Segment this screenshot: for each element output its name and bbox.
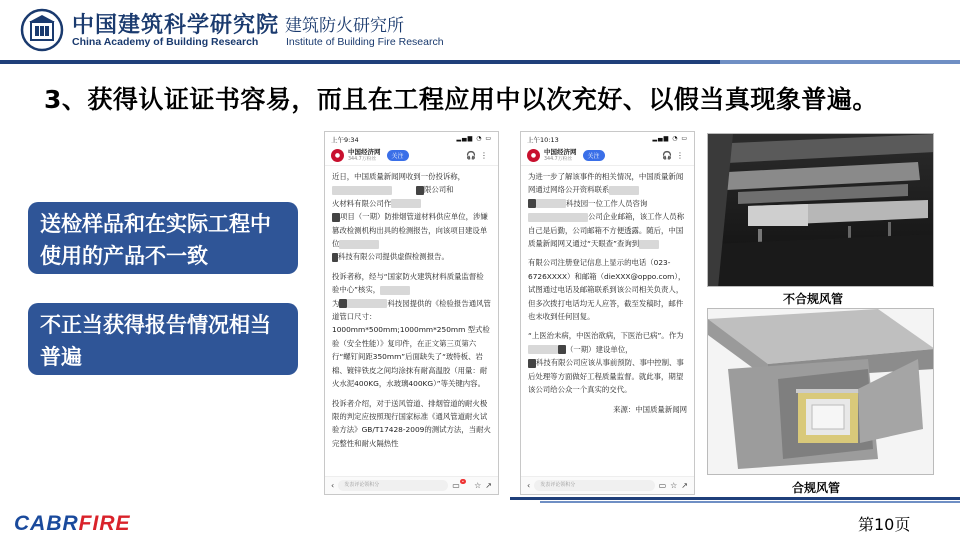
share-icon[interactable]: ↗ [681, 481, 688, 490]
compliant-caption: 合规风管 [792, 481, 841, 495]
article-paragraph: “上医治未病，中医治欲病，下医治已病”。作为（一期）建设单位， 科技有限公司应该从事前预防、事中控制、事后处理等方面做好工程质量监督。就此事，期望该公司给公众一个真实的交代。 [528, 331, 684, 395]
source-name: 中国经济网 344.7万粉丝 [348, 147, 381, 162]
institute-name-cn: 建筑防火研究所 [285, 16, 404, 36]
page-number: 第10页 [858, 515, 911, 534]
back-icon[interactable]: ‹ [527, 481, 531, 490]
phone-screenshot-2 [520, 131, 695, 495]
follow-button[interactable]: 关注 [583, 150, 605, 161]
status-icons: ▂▄▆ ◔ ▭ [456, 135, 492, 142]
headphone-more-icons[interactable]: 🎧⋮ [466, 151, 492, 160]
article-paragraph: 火材料有限公司作 [332, 197, 491, 210]
header-divider [0, 60, 960, 64]
article-paragraph: 投诉者称，经与“国家防火建筑材料质量监督检验中心”核实， 为 科技园提供的《检验报告通风管道管口尺寸：1000mm*500mm;1000mm*250mm 型式检验（安全性能）》复印件，在正文第三页第六行“螺钉间距350mm”后面缺失了“玻特板、岩棉、镀锌铁皮之间均涂抹有耐高温胶（用量：耐火水泥400KG，水玻璃400KG）”等关键内容。 [332, 271, 491, 389]
comment-badge: • [461, 479, 465, 484]
status-time: 上午10:13 [527, 136, 559, 144]
cabrfire-logo: CABRFIRE [14, 512, 131, 535]
slide-title: 3、获得认证证书容易，而且在工程应用中以次充好、以假当真现象普遍。 [44, 85, 878, 114]
status-time: 上午9:34 [331, 136, 359, 144]
comment-bar [521, 476, 694, 494]
article-body [521, 166, 694, 426]
footer-divider [510, 497, 960, 500]
star-icon[interactable]: ☆ [670, 481, 678, 490]
institute-name-en: Institute of Building Fire Research [286, 36, 444, 48]
headphone-more-icons[interactable]: 🎧⋮ [662, 151, 688, 160]
noncompliant-duct-photo [707, 133, 934, 287]
cabr-emblem-icon [20, 8, 64, 52]
article-header [325, 146, 498, 166]
status-bar [325, 132, 498, 146]
comment-input[interactable]: 发表评论领积分 [534, 480, 654, 491]
comment-icon[interactable]: ▭ [452, 481, 460, 490]
phone-screenshot-1 [324, 131, 499, 495]
status-icons: ▂▄▆ ◔ ▭ [652, 135, 688, 142]
article-paragraph: 投诉者介绍，对于送风管道、排烟管道的耐火极限的判定应按照现行国家标准《通风管道耐火试验方法》GB/T17428-2009的测试方法，当耐火完整性和耐火隔热性 [332, 398, 491, 448]
article-paragraph: 近日，中国质量新闻网收到一份投诉称， 限公司和 [332, 172, 466, 195]
source-followers: 344.7万粉丝 [544, 156, 573, 162]
article-header [521, 146, 694, 166]
comment-icon[interactable]: ▭ [658, 481, 667, 490]
org-name-cn: 中国建筑科学研究院 [72, 12, 280, 38]
back-icon[interactable]: ‹ [331, 481, 335, 490]
follow-button[interactable]: 关注 [387, 150, 409, 161]
callout-improper-reports: 不正当获得报告情况相当普遍 [28, 303, 298, 375]
org-name-en: China Academy of Building Research [72, 36, 259, 48]
article-paragraph: 为进一步了解该事件的相关情况，中国质量新闻网通过网络公开资料联系 科技园一位工作人员咨询 公司企业邮箱，该工作人员称自己是后勤，公司邮箱不方便透露。随后，中国质量新闻网又通过“天眼查”查询到 [528, 172, 685, 249]
status-bar [521, 132, 694, 146]
source-avatar-icon: ● [527, 149, 540, 162]
source-followers: 344.7万粉丝 [348, 156, 377, 162]
share-icon[interactable]: ↗ [485, 481, 492, 490]
article-body [325, 166, 498, 460]
source-avatar-icon: ● [331, 149, 344, 162]
star-icon[interactable]: ☆ [474, 481, 482, 490]
callout-sample-mismatch: 送检样品和在实际工程中使用的产品不一致 [28, 202, 298, 274]
noncompliant-caption: 不合规风管 [783, 292, 844, 306]
article-source: 来源：中国质量新闻网 [613, 404, 687, 414]
comment-input[interactable]: 发表评论领积分 [338, 480, 448, 491]
source-name: 中国经济网 344.7万粉丝 [544, 147, 577, 162]
comment-bar [325, 476, 498, 494]
compliant-duct-photo [707, 308, 934, 475]
article-paragraph: 有限公司注册登记信息上显示的电话（023-6726XXXX）和邮箱（dieXXX@oppo.com），试图通过电话及邮箱联系到该公司相关负责人，但多次拨打电话均无人应答，截至发稿时，邮件也未收到任何回复。 [528, 258, 686, 322]
footer-divider-light [540, 501, 960, 503]
article-paragraph: 项目（一期）防排烟管道材料供应单位，涉嫌篡改检测机构出具的检测报告，向该项目建设单位 科技有限公司提供虚假检测报告。 [332, 212, 488, 262]
